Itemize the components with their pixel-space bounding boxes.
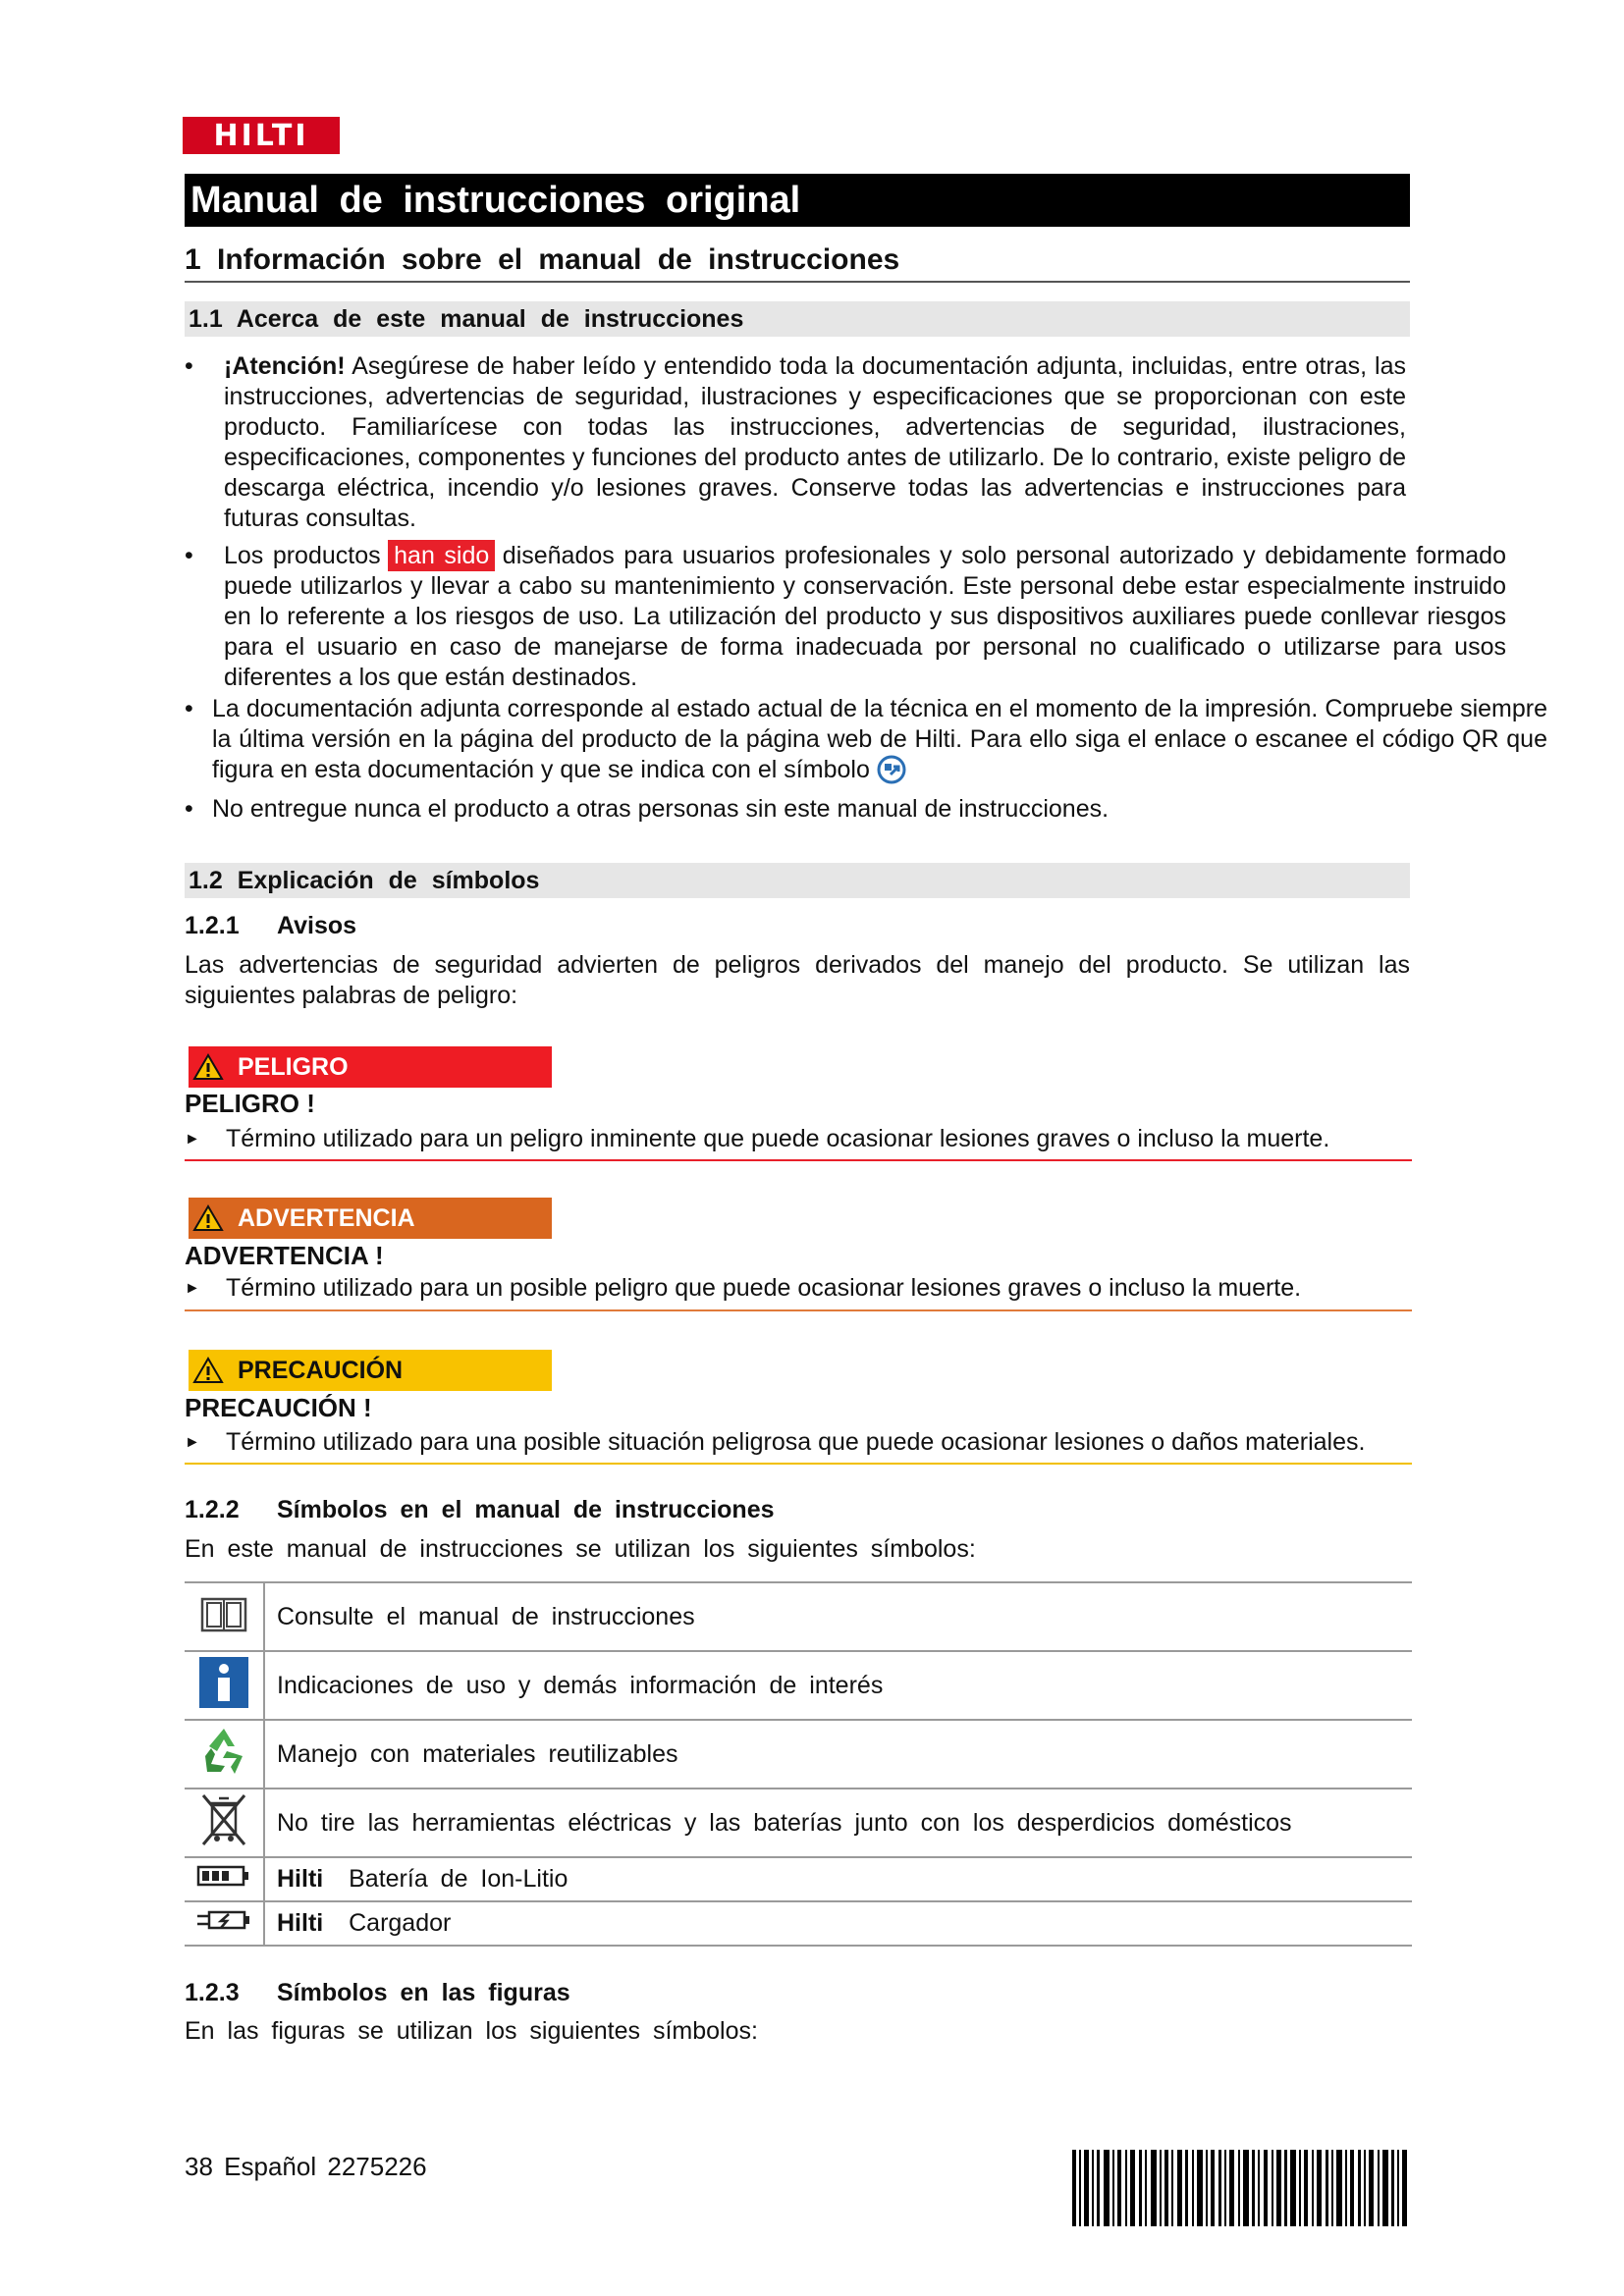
symbol-description [264,1901,1412,1946]
book-icon [199,1593,248,1634]
bullet-marker: • [185,695,193,722]
section-1-2-3-heading [185,1979,570,2007]
charger-icon [195,1906,252,1934]
hilti-logo: HILTI [183,117,340,154]
footer-doc-number: 2275226 [327,2152,427,2181]
caution-description-text: Término utilizado para una posible situación peligrosa que puede ocasionar lesiones o daños materiales. [226,1428,1366,1456]
danger-description [185,1125,1412,1153]
symbol-description: Manejo con materiales reutilizables [264,1720,1412,1789]
warning-divider [185,1309,1412,1311]
bullet-products [224,541,1506,693]
danger-signal-word: PELIGRO ! [185,1089,315,1118]
crossed-bin-icon-cell [185,1789,264,1857]
symbol-text: Cargador [349,1909,452,1937]
warning-description [185,1274,1412,1303]
section-number: 1.2.3 [185,1979,240,2006]
arrow-bullet-icon: ► [185,1434,200,1452]
warning-signal-label: ADVERTENCIA [238,1204,415,1232]
symbol-text: Batería de Ion-Litio [349,1865,568,1893]
danger-divider [185,1159,1412,1161]
warning-triangle-icon [192,1053,224,1081]
warning-triangle-icon [192,1357,224,1384]
symbols-table [185,1581,1412,1947]
brand-label: Hilti [277,1865,324,1893]
symbol-description: Indicaciones de uso y demás información de interés [264,1651,1412,1720]
table-row [185,1901,1412,1946]
book-icon-cell [185,1582,264,1651]
brand-label: Hilti [277,1909,324,1937]
caution-signal-label: PRECAUCIÓN [238,1357,404,1384]
page-number: 38 [185,2152,213,2181]
attention-text: Asegúrese de haber leído y entendido toda la documentación adjunta, incluidas, entre otras, las instrucciones, advertencias de seguridad, ilustraciones y especificaciones que se proporcionan con este producto. Familiarícese con todas las instrucciones, advertencias de seguridad, ilustraciones, especificaciones, componentes y funciones del producto antes de utilizarlo. De lo contrario, existe peligro de descarga eléctrica, incendio y/o lesiones graves. Conserve todas las advertencias e instrucciones para futuras consultas. [224,352,1406,532]
arrow-bullet-icon: ► [185,1280,200,1298]
bullet-marker: • [185,352,193,380]
bullet-hand-over: No entregue nunca el producto a otras personas sin este manual de instrucciones. [212,795,1110,823]
attention-label: ¡Atención! [224,352,346,380]
highlighted-text: han sido [390,542,493,569]
section-1-1-heading: 1.1 Acerca de este manual de instrucciones [185,301,1410,337]
danger-description-text: Término utilizado para un peligro inminente que puede ocasionar lesiones graves o incluso la muerte. [226,1125,1330,1152]
info-icon [199,1657,248,1708]
warning-signal-word: ADVERTENCIA ! [185,1241,384,1270]
caution-signal-header [189,1350,552,1391]
crossed-bin-icon [199,1791,248,1848]
products-text-pre: Los productos [224,542,391,569]
table-row [185,1651,1412,1720]
section-1-heading: 1 Información sobre el manual de instrucciones [185,241,1410,283]
section-number: 1.2.1 [185,912,240,939]
figures-intro: En las figuras se utilizan los siguientes símbolos: [185,2017,758,2045]
recycle-icon-cell [185,1720,264,1789]
info-icon-cell [185,1651,264,1720]
table-row [185,1789,1412,1857]
table-row [185,1720,1412,1789]
caution-description [185,1428,1412,1457]
caution-divider [185,1463,1412,1465]
page-title: Manual de instrucciones original [185,174,1410,227]
battery-icon-cell [185,1857,264,1901]
bullet-marker: • [185,542,193,569]
charger-icon-cell [185,1901,264,1946]
bullet-attention [224,351,1406,534]
warning-triangle-icon [192,1204,224,1232]
warnings-intro: Las advertencias de seguridad advierten de peligros derivados del manejo del producto. Se utilizan las siguientes palabras de peligro: [185,951,1410,1009]
section-number: 1.2.2 [185,1496,240,1523]
documentation-text: La documentación adjunta corresponde al estado actual de la técnica en el momento de la impresión. Compruebe siempre la última versión en la página del producto de la página web de Hilti. Para ello siga el enlace o escanee el código QR que figura en esta documentación y que se indica con el símbolo [212,695,1547,783]
table-row [185,1582,1412,1651]
section-title: Símbolos en el manual de instrucciones [277,1496,775,1523]
section-title: Símbolos en las figuras [277,1979,570,2006]
symbol-description [264,1857,1412,1901]
page-footer [185,2152,427,2182]
symbol-description: No tire las herramientas eléctricas y las baterías junto con los desperdicios domésticos [264,1789,1412,1857]
recycle-icon [197,1725,250,1778]
symbols-intro: En este manual de instrucciones se utilizan los siguientes símbolos: [185,1535,976,1563]
barcode-image [1072,2150,1411,2226]
bullet-documentation [212,694,1547,785]
danger-signal-label: PELIGRO [238,1053,349,1081]
symbol-description: Consulte el manual de instrucciones [264,1582,1412,1651]
warning-signal-header [189,1198,552,1239]
caution-signal-word: PRECAUCIÓN ! [185,1393,372,1422]
products-text-post: diseñados para usuarios profesionales y solo personal autorizado y debidamente formado puede utilizarlos y llevar a cabo su mantenimiento y conservación. Este personal debe estar especialmente instruido en lo referente a los riesgos de uso. La utilización del producto y sus dispositivos auxiliares puede conllevar riesgos para el usuario en caso de manejarse de forma inadecuada por personal no cualificado o utilizarse para usos diferentes a los que están destinados. [224,542,1506,691]
footer-language: Español [224,2152,317,2181]
section-1-2-1-heading [185,912,356,940]
arrow-bullet-icon: ► [185,1131,200,1148]
table-row [185,1857,1412,1901]
battery-icon [196,1864,251,1888]
danger-signal-header [189,1046,552,1088]
bullet-marker: • [185,795,193,823]
section-title: Avisos [277,912,357,939]
section-1-2-2-heading [185,1496,775,1524]
qr-link-icon [877,755,906,784]
section-1-2-heading: 1.2 Explicación de símbolos [185,863,1410,898]
warning-description-text: Término utilizado para un posible peligro que puede ocasionar lesiones graves o incluso la muerte. [226,1274,1302,1302]
